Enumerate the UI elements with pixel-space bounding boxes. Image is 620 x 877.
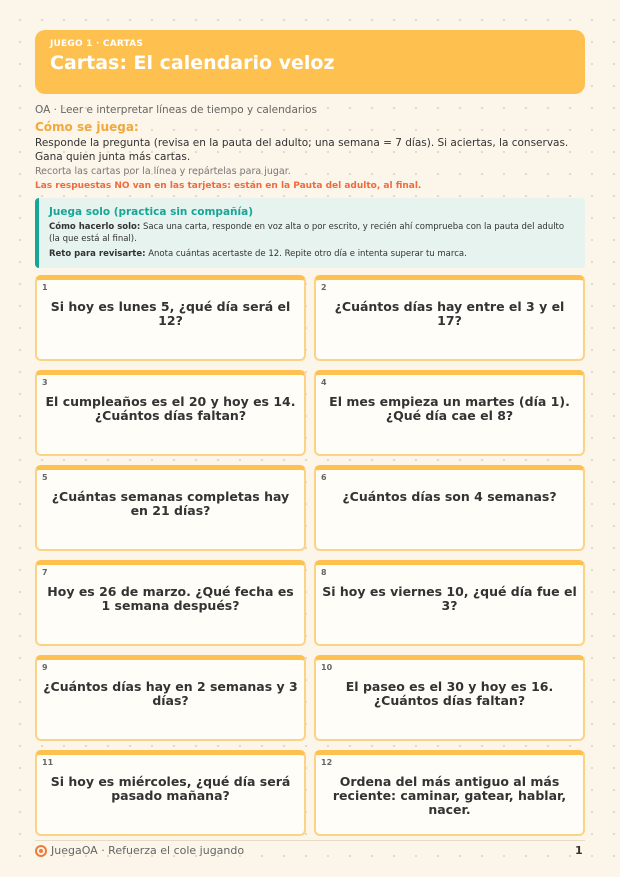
- card-question: ¿Cuántos días hay en 2 semanas y 3 días?: [43, 679, 298, 708]
- solo-title: Juega solo (practica sin compañía): [49, 206, 253, 218]
- card-number: 1: [42, 283, 48, 292]
- card-question: El paseo es el 30 y hoy es 16. ¿Cuántos días faltan?: [345, 679, 554, 708]
- card-number: 3: [42, 378, 48, 387]
- card-6: [314, 465, 585, 551]
- footer: [35, 844, 244, 857]
- card-5: [35, 465, 306, 551]
- solo-how-line: [49, 221, 575, 245]
- solo-challenge-text: Anota cuántas acertaste de 12. Repite otro día e intenta superar tu marca.: [148, 249, 467, 259]
- card-question: Hoy es 26 de marzo. ¿Qué fecha es 1 semana después?: [47, 584, 294, 613]
- card-number: 6: [321, 473, 327, 482]
- learning-objective: OA · Leer e interpretar líneas de tiempo y calendarios: [35, 104, 318, 116]
- card-1: [35, 275, 306, 361]
- card-number: 7: [42, 568, 48, 577]
- card-question: Si hoy es viernes 10, ¿qué día fue el 3?: [322, 584, 577, 613]
- page-header: [35, 30, 585, 94]
- cut-note: Recorta las cartas por la línea y repártelas para jugar.: [35, 166, 291, 177]
- solo-play-box: [35, 198, 585, 268]
- how-to-play-title: Cómo se juega:: [35, 120, 139, 134]
- card-3: [35, 370, 306, 456]
- card-question: ¿Cuántas semanas completas hay en 21 días?: [51, 489, 290, 518]
- card-2: [314, 275, 585, 361]
- card-number: 8: [321, 568, 327, 577]
- card-question: Ordena del más antiguo al más reciente: caminar, gatear, hablar, nacer.: [332, 774, 567, 817]
- card-number: 9: [42, 663, 48, 672]
- footer-divider: [35, 840, 585, 841]
- card-number: 5: [42, 473, 48, 482]
- card-4: [314, 370, 585, 456]
- solo-challenge-line: [49, 248, 575, 260]
- card-question: Si hoy es lunes 5, ¿qué día será el 12?: [50, 299, 291, 328]
- card-number: 4: [321, 378, 327, 387]
- page-title: Cartas: El calendario veloz: [50, 52, 335, 74]
- solo-challenge-label: Reto para revisarte:: [49, 249, 146, 259]
- solo-how-label: Cómo hacerlo solo:: [49, 222, 141, 232]
- card-question: Si hoy es miércoles, ¿qué día será pasado mañana?: [50, 774, 291, 803]
- card-7: [35, 560, 306, 646]
- card-8: [314, 560, 585, 646]
- answers-warning: Las respuestas NO van en las tarjetas: están en la Pauta del adulto, al final.: [35, 181, 422, 191]
- card-number: 2: [321, 283, 327, 292]
- brand-logo-icon: [35, 845, 47, 857]
- card-9: [35, 655, 306, 741]
- card-10: [314, 655, 585, 741]
- card-number: 12: [321, 758, 333, 767]
- card-question: ¿Cuántos días son 4 semanas?: [342, 489, 557, 504]
- card-number: 10: [321, 663, 333, 672]
- solo-how-text: Saca una carta, responde en voz alta o por escrito, y recién ahí comprueba con la pauta del adulto (la que está al final).: [49, 222, 565, 244]
- how-to-play-text: Responde la pregunta (revisa en la pauta del adulto; una semana = 7 días). Si aciertas, la conservas. Gana quien junta más cartas.: [35, 137, 569, 163]
- card-11: [35, 750, 306, 836]
- card-question: El cumpleaños es el 20 y hoy es 14. ¿Cuántos días faltan?: [45, 394, 296, 423]
- footer-brand: JuegaOA · Refuerza el cole jugando: [51, 844, 245, 857]
- card-12: [314, 750, 585, 836]
- card-question: ¿Cuántos días hay entre el 3 y el 17?: [334, 299, 565, 328]
- card-question: El mes empieza un martes (día 1). ¿Qué día cae el 8?: [329, 394, 570, 423]
- page-number: 1: [575, 844, 583, 857]
- card-number: 11: [42, 758, 54, 767]
- game-kicker: JUEGO 1 · CARTAS: [50, 39, 144, 49]
